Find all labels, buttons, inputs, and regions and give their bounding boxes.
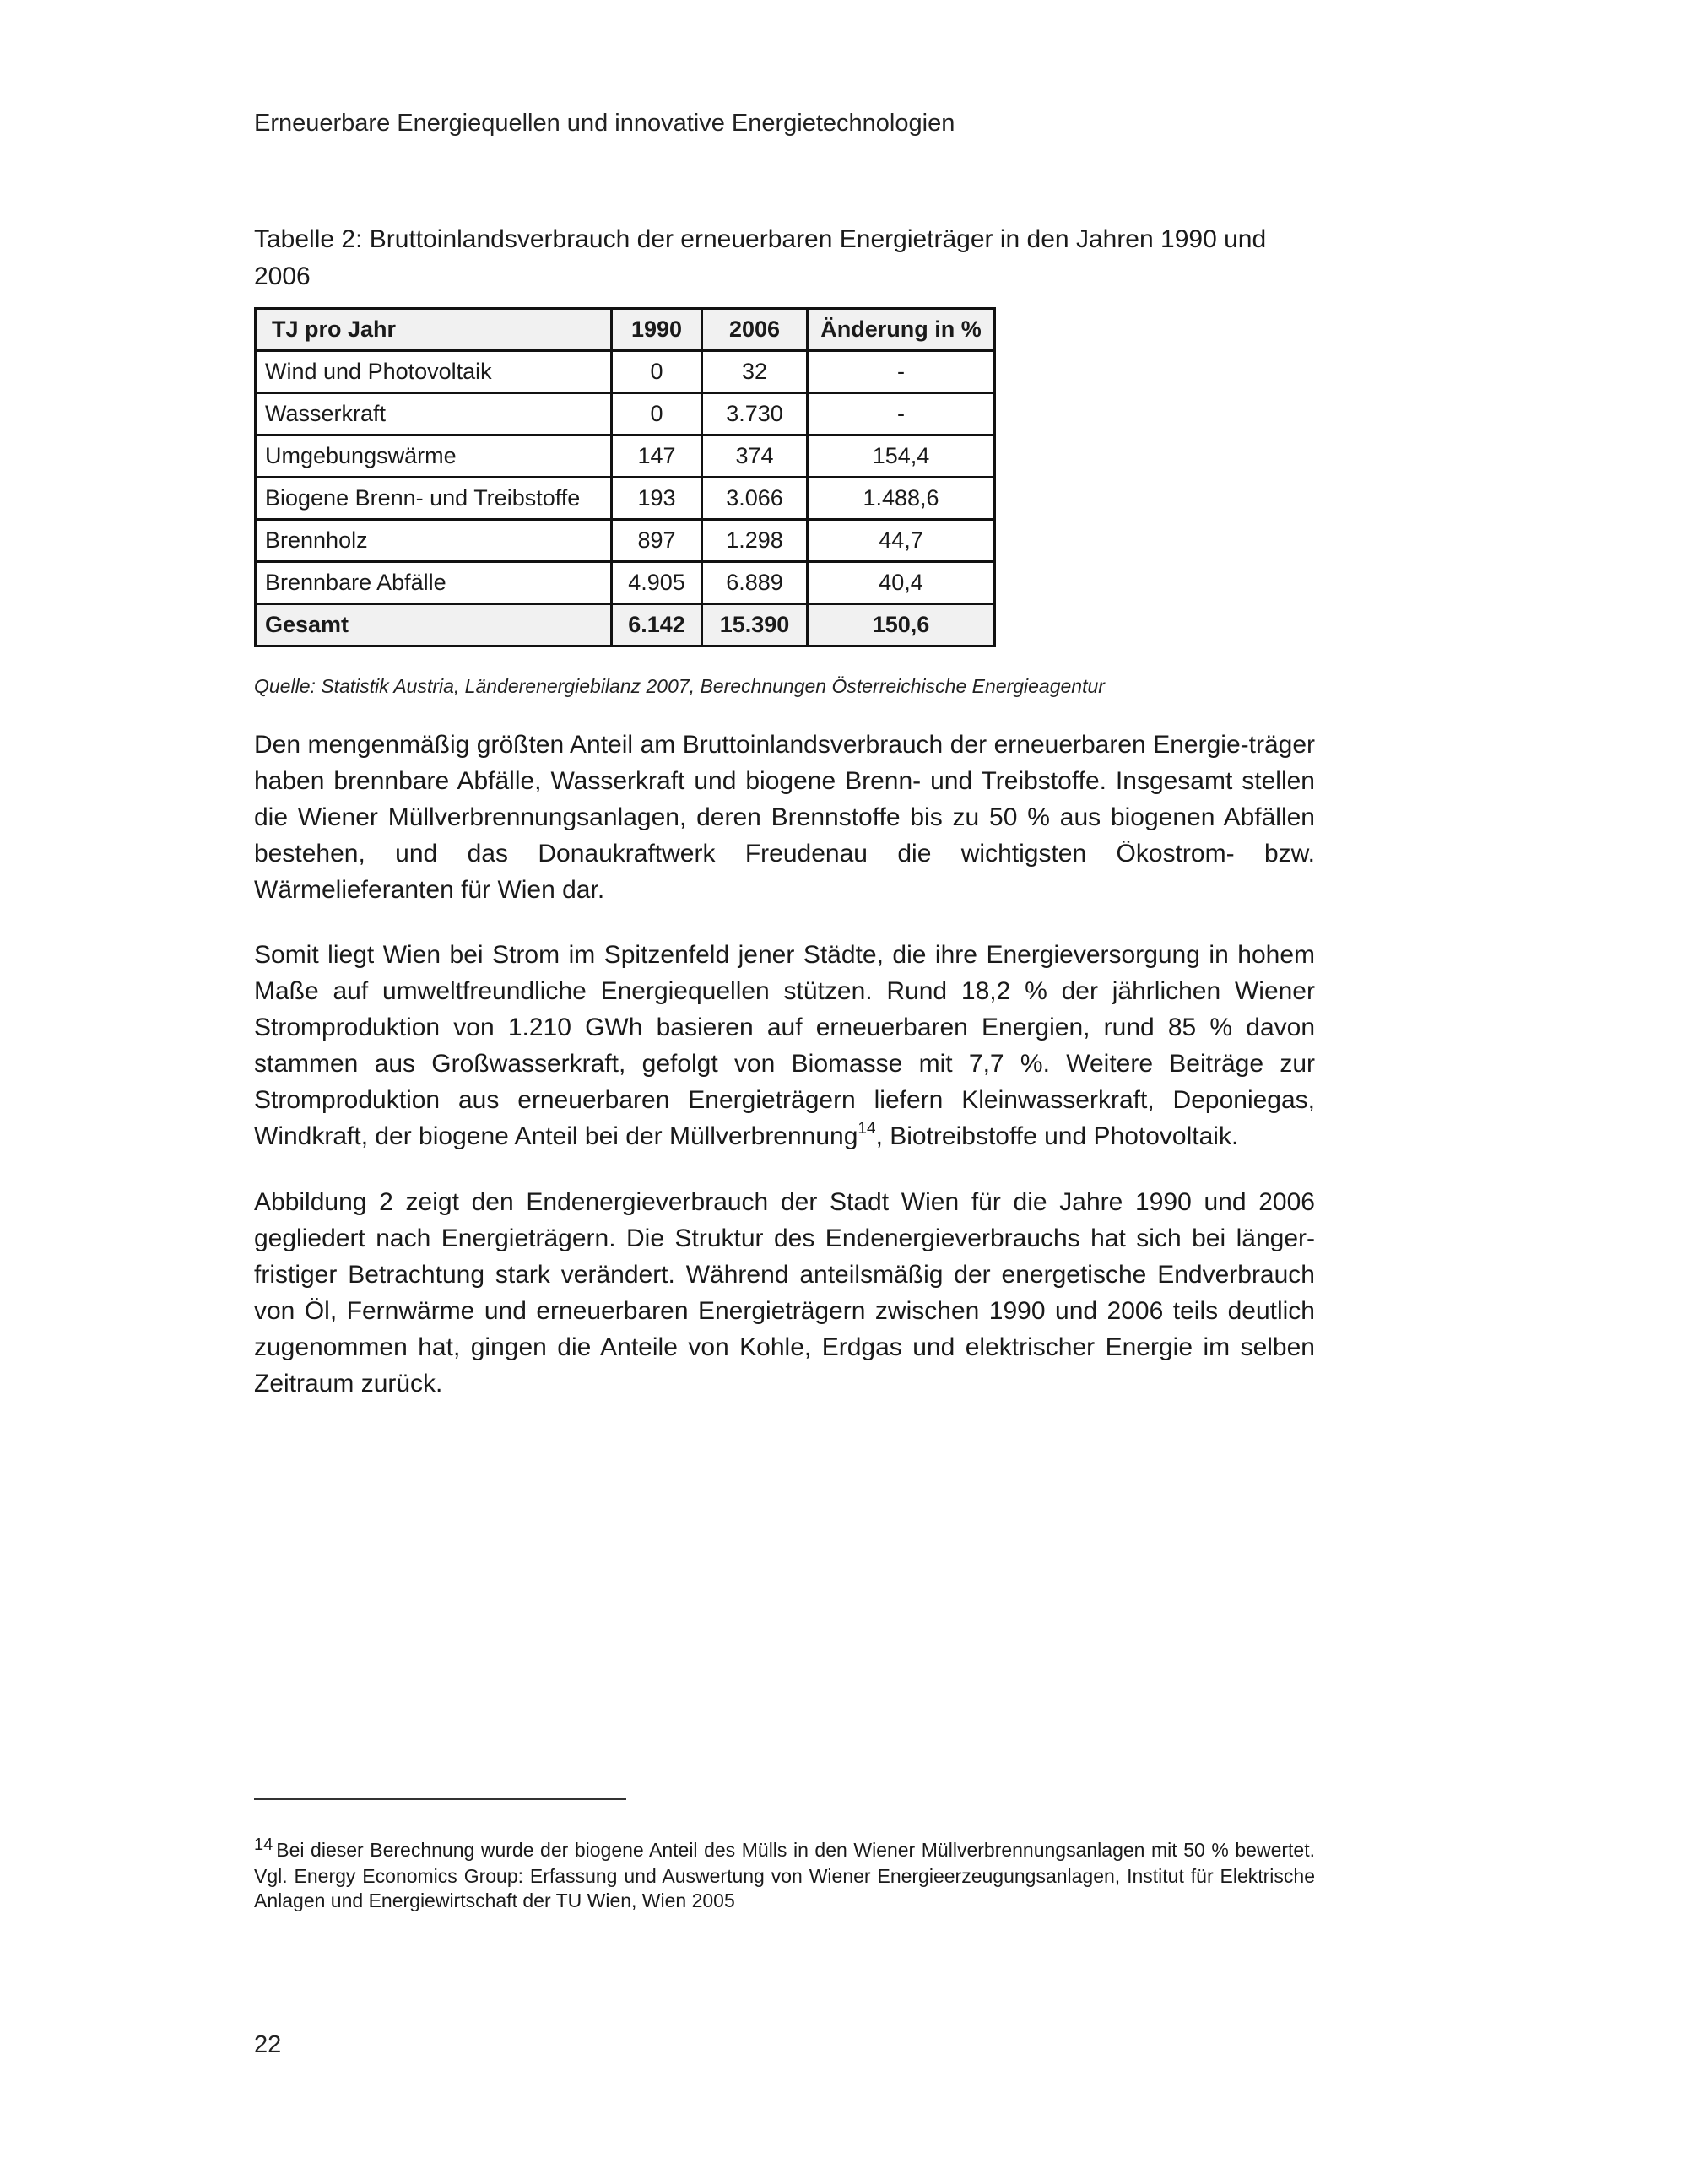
- value-1990: 0: [612, 393, 702, 435]
- value-change: -: [808, 351, 995, 393]
- value-2006: 1.298: [702, 520, 808, 562]
- value-2006: 374: [702, 435, 808, 478]
- body-paragraph-2: [254, 937, 1315, 1154]
- row-label: Umgebungswärme: [256, 435, 612, 478]
- value-1990: 0: [612, 351, 702, 393]
- column-header-2006: 2006: [702, 309, 808, 351]
- body-paragraph-1: Den mengenmäßig größten Anteil am Bruttoinlandsverbrauch der erneuerbaren Energie-träger haben brennbare Abfälle, Wasserkraft und biogene Brenn- und Treibstoffe. Insgesamt stellen die Wiener Müllverbrennungsanlagen, deren Brennstoffe bis zu 50 % aus biogenen Abfällen bestehen, und das Donaukraftwerk Freudenau die wichtigsten Ökostrom- bzw. Wärmelieferanten für Wien dar.: [254, 731, 1315, 904]
- row-label: Biogene Brenn- und Treibstoffe: [256, 478, 612, 520]
- table-row: [256, 520, 995, 562]
- table-row: [256, 393, 995, 435]
- value-1990: 4.905: [612, 562, 702, 604]
- value-change: 154,4: [808, 435, 995, 478]
- total-2006: 15.390: [702, 604, 808, 646]
- row-label: Wind und Photovoltaik: [256, 351, 612, 393]
- row-label: Wasserkraft: [256, 393, 612, 435]
- footnote-text: Bei dieser Berechnung wurde der biogene Anteil des Mülls in den Wiener Müllverbrennungsanlagen mit 50 % bewertet. Vgl. Energy Economics Group: Erfassung und Auswertung von Wiener Energieerzeugungsanlagen, Institut für Elektrische Anlagen und Energiewirtschaft der TU Wien, Wien 2005: [254, 1839, 1315, 1911]
- value-2006: 6.889: [702, 562, 808, 604]
- total-change: 150,6: [808, 604, 995, 646]
- running-header: Erneuerbare Energiequellen und innovative Energietechnologien: [254, 110, 955, 137]
- footnote-divider: [254, 1798, 626, 1800]
- table-row: [256, 351, 995, 393]
- row-label: Brennholz: [256, 520, 612, 562]
- value-1990: 147: [612, 435, 702, 478]
- table-source-note: Quelle: Statistik Austria, Länderenergiebilanz 2007, Berechnungen Österreichische Energieagentur: [254, 675, 1105, 697]
- value-2006: 3.066: [702, 478, 808, 520]
- value-change: 1.488,6: [808, 478, 995, 520]
- footnote: [254, 1835, 1315, 1913]
- energy-table: [254, 307, 996, 647]
- footnote-number: 14: [254, 1835, 273, 1854]
- column-header-change: Änderung in %: [808, 309, 995, 351]
- value-2006: 32: [702, 351, 808, 393]
- column-header-1990: 1990: [612, 309, 702, 351]
- paragraph-text: Somit liegt Wien bei Strom im Spitzenfeld jener Städte, die ihre Energieversorgung in hohem Maße auf umweltfreundliche Energiequellen stützen. Rund 18,2 % der jährlichen Wiener Stromproduktion von 1.210 GWh basieren auf erneuerbaren Energien, rund 85 % davon stammen aus Großwasserkraft, gefolgt von Biomasse mit 7,7 %. Weitere Beiträge zur Stromproduktion aus erneuerbaren Energieträgern liefern Kleinwasserkraft, Deponiegas, Windkraft, der biogene Anteil bei der Müllverbrennung: [254, 941, 1315, 1150]
- total-1990: 6.142: [612, 604, 702, 646]
- table-header-row: [256, 309, 995, 351]
- table-total-row: [256, 604, 995, 646]
- row-label: Brennbare Abfälle: [256, 562, 612, 604]
- table-caption: Tabelle 2: Bruttoinlandsverbrauch der erneuerbaren Energieträger in den Jahren 1990 und 2006: [254, 225, 1267, 290]
- value-change: 44,7: [808, 520, 995, 562]
- total-label: Gesamt: [256, 604, 612, 646]
- footnote-reference[interactable]: 14: [858, 1120, 876, 1138]
- table-row: [256, 435, 995, 478]
- value-change: 40,4: [808, 562, 995, 604]
- value-1990: 193: [612, 478, 702, 520]
- value-2006: 3.730: [702, 393, 808, 435]
- paragraph-text: , Biotreibstoffe und Photovoltaik.: [875, 1122, 1239, 1150]
- page-number: 22: [254, 2031, 282, 2058]
- table-row: [256, 562, 995, 604]
- column-header-category: TJ pro Jahr: [256, 309, 612, 351]
- value-1990: 897: [612, 520, 702, 562]
- body-paragraph-3: Abbildung 2 zeigt den Endenergieverbrauch der Stadt Wien für die Jahre 1990 und 2006 gegliedert nach Energieträgern. Die Struktur des Endenergieverbrauchs hat sich bei länger-fristiger Betrachtung stark verändert. Während anteilsmäßig der energetische Endverbrauch von Öl, Fernwärme und erneuerbaren Energieträgern zwischen 1990 und 2006 teils deutlich zugenommen hat, gingen die Anteile von Kohle, Erdgas und elektrischer Energie im selben Zeitraum zurück.: [254, 1188, 1315, 1397]
- value-change: -: [808, 393, 995, 435]
- table-row: [256, 478, 995, 520]
